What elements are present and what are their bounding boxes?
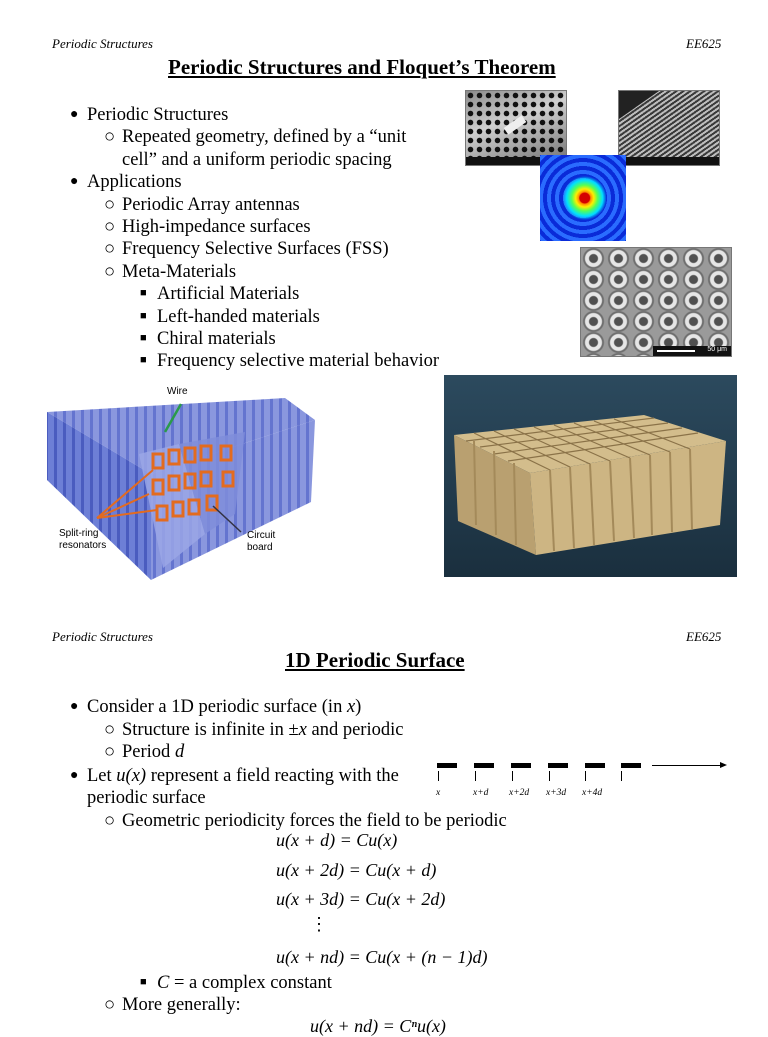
tick-mark	[585, 771, 586, 781]
axis-label-x-plus-4d: x+4d	[582, 788, 603, 798]
square-bullet-icon: ■	[140, 332, 147, 344]
square-bullet-icon: ■	[140, 354, 147, 367]
square-bullet-icon: ■	[140, 287, 147, 300]
square-bullet-icon: ■	[140, 976, 147, 988]
equation-3: u(x + 3d) = Cu(x + 2d)	[276, 889, 446, 909]
scale-bar-label: 50 μm	[707, 346, 727, 353]
list-item-text: Frequency selective material behavior	[157, 351, 439, 372]
list-item-text: Left-handed materials	[157, 306, 320, 327]
page-title: Periodic Structures and Floquet’s Theorem	[168, 55, 556, 79]
metamaterial-illustration	[45, 384, 317, 580]
periodic-axis-diagram	[430, 758, 730, 804]
tick-mark	[475, 771, 476, 781]
circle-bullet-icon: ○	[104, 811, 116, 831]
period-segment	[621, 763, 641, 768]
split-ring-array-image	[580, 247, 732, 357]
wire-label: Wire	[167, 386, 188, 397]
circle-bullet-icon: ○	[104, 720, 116, 740]
period-segment	[437, 763, 457, 768]
header-left-2: Periodic Structures	[52, 629, 153, 644]
circuit-board-label-1: Circuit	[247, 530, 276, 541]
circle-bullet-icon: ○	[104, 995, 116, 1015]
sem-stacked-structure-image	[618, 90, 720, 166]
list-item-text: cell” and a uniform periodic spacing	[122, 149, 392, 170]
page-title-2: 1D Periodic Surface	[285, 648, 465, 672]
header-right: EE625	[686, 36, 722, 51]
fss-lattice-photo	[444, 375, 737, 577]
header-left: Periodic Structures	[52, 36, 153, 51]
bullet-dot-icon: ●	[70, 699, 79, 714]
line-periodic-surface: periodic surface	[87, 788, 206, 808]
axis-label-x-plus-2d: x+2d	[509, 788, 530, 798]
bullet-dot-icon: ●	[70, 107, 79, 122]
equation-ellipsis: ⋮	[310, 914, 328, 934]
tick-mark	[549, 771, 550, 781]
circle-bullet-icon: ○	[104, 261, 116, 282]
axis-label-x-plus-3d: x+3d	[546, 788, 567, 798]
tick-mark	[438, 771, 439, 781]
period-segment	[585, 763, 605, 768]
square-bullet-icon: ■	[140, 309, 147, 322]
list-item-text: Meta-Materials	[122, 261, 237, 282]
circuit-board-label-2: board	[247, 542, 273, 553]
split-ring-label-2: resonators	[59, 540, 107, 551]
period-segment	[548, 763, 568, 768]
circle-bullet-icon: ○	[104, 127, 116, 148]
list-item-text: Periodic Structures	[87, 105, 229, 125]
axis-label-x: x	[436, 788, 441, 798]
field-plot-image	[540, 155, 626, 241]
period-segment	[511, 763, 531, 768]
equation-general: u(x + nd) = Cⁿu(x)	[310, 1016, 446, 1036]
list-item-text: Artificial Materials	[157, 284, 300, 305]
header-right-2: EE625	[686, 629, 722, 644]
equation-4: u(x + nd) = Cu(x + (n − 1)d)	[276, 947, 488, 967]
tick-mark	[621, 771, 622, 781]
arrow-head-icon	[720, 762, 727, 768]
equation-1: u(x + d) = Cu(x)	[276, 830, 398, 850]
list-item-text: Frequency Selective Surfaces (FSS)	[122, 239, 389, 260]
list-item-text: Repeated geometry, defined by a “unit	[122, 127, 407, 148]
list-item-text: Applications	[87, 172, 182, 193]
equation-2: u(x + 2d) = Cu(x + d)	[276, 860, 437, 880]
bullet-dot-icon: ●	[70, 768, 79, 783]
period-segment	[474, 763, 494, 768]
tick-mark	[512, 771, 513, 781]
list-item-text: Periodic Array antennas	[122, 194, 300, 215]
circle-bullet-icon: ○	[104, 239, 116, 260]
circle-bullet-icon: ○	[104, 742, 116, 762]
bullet-dot-icon: ●	[70, 174, 79, 190]
axis-label-x-plus-d: x+d	[473, 788, 489, 798]
split-ring-label-1: Split-ring	[59, 528, 99, 539]
list-item-text: Chiral materials	[157, 329, 276, 349]
list-item-text: High-impedance surfaces	[122, 217, 311, 237]
circle-bullet-icon: ○	[104, 194, 116, 215]
axis-arrow-line	[652, 765, 724, 766]
circle-bullet-icon: ○	[104, 217, 116, 237]
